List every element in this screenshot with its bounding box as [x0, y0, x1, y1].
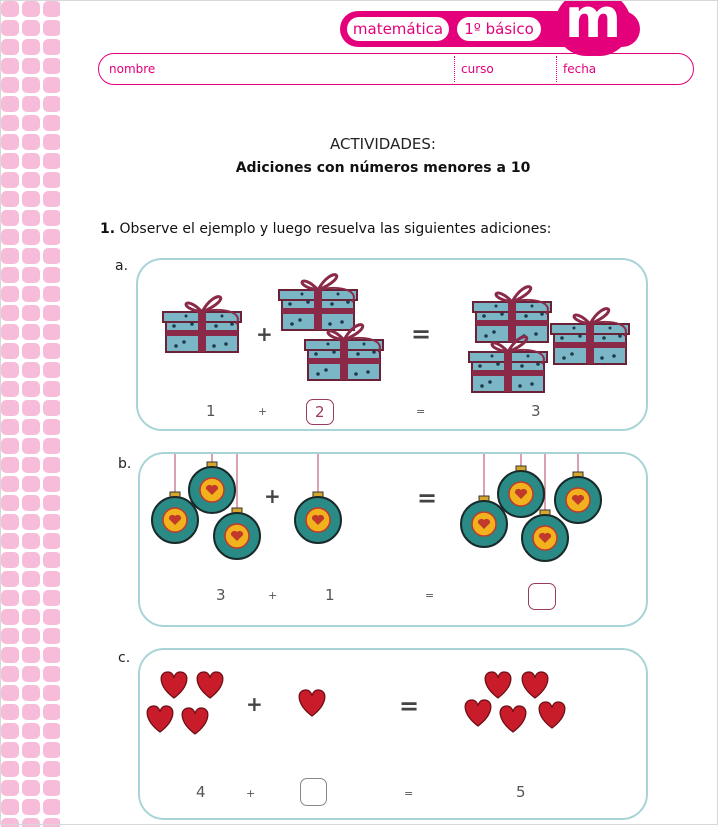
plus-small: + — [246, 787, 256, 800]
hearts-illustration — [140, 650, 646, 818]
equals-sign: = — [399, 692, 420, 720]
page-subtitle: Adiciones con números menores a 10 — [235, 160, 531, 176]
heart-icon — [539, 702, 565, 728]
equals-sign: = — [411, 320, 432, 348]
divider — [454, 56, 455, 82]
left-count: 3 — [216, 586, 226, 604]
result-count: 3 — [531, 402, 541, 420]
left-count: 1 — [206, 402, 216, 420]
result-count: 5 — [516, 783, 526, 801]
decorative-border — [0, 0, 62, 827]
plus-sign: + — [256, 322, 273, 346]
heart-icon — [465, 700, 491, 726]
exercise-panel-c — [138, 648, 648, 820]
right-count: 1 — [325, 586, 335, 604]
heart-icon — [500, 706, 526, 732]
heart-icon — [147, 706, 173, 732]
exercise-panel-a — [136, 258, 648, 431]
plus-sign: + — [246, 692, 263, 716]
equals-small: = — [416, 405, 426, 418]
left-count: 4 — [196, 783, 206, 801]
gift-icon — [163, 297, 241, 352]
item-letter: a. — [115, 258, 129, 274]
gift-icon — [473, 287, 551, 342]
ornament-icon — [522, 510, 568, 561]
border-pattern-icon — [0, 0, 62, 827]
student-info-bar — [98, 53, 694, 85]
heart-icon — [197, 672, 223, 698]
plus-sign: + — [264, 484, 281, 508]
ornament-icon — [189, 462, 235, 513]
right-count: 2 — [315, 403, 325, 421]
equals-sign: = — [417, 484, 438, 512]
heart-icon — [522, 672, 548, 698]
gift-icon — [279, 275, 357, 330]
equals-small: = — [404, 787, 414, 800]
ornament-icon — [555, 472, 601, 523]
plus-small: + — [268, 589, 278, 602]
name-field-label: nombre — [109, 62, 156, 76]
gift-icon — [551, 309, 629, 364]
exercise-number: 1. — [100, 221, 116, 237]
answer-box[interactable] — [528, 583, 556, 610]
ornament-icon — [295, 492, 341, 543]
answer-box[interactable] — [306, 399, 334, 425]
ornament-icon — [214, 508, 260, 559]
heart-icon — [485, 672, 511, 698]
page-title: ACTIVIDADES: — [330, 135, 436, 153]
ornament-icon — [498, 466, 544, 517]
heart-icon — [161, 672, 187, 698]
exercise-panel-b — [138, 452, 648, 627]
item-letter: b. — [118, 456, 132, 472]
gift-icon — [305, 325, 383, 380]
logo-m: m — [555, 0, 631, 56]
item-letter: c. — [118, 650, 131, 666]
exercise-text: Observe el ejemplo y luego resuelva las siguientes adiciones: — [119, 221, 552, 237]
exercise-instruction — [100, 221, 551, 237]
plus-small: + — [258, 405, 268, 418]
grade-label: 1º básico — [457, 17, 541, 41]
course-field-label: curso — [461, 62, 494, 76]
heart-icon — [299, 690, 325, 716]
subject-label: matemática — [347, 17, 449, 41]
equals-small: = — [425, 589, 435, 602]
divider — [556, 56, 557, 82]
gift-icon — [469, 337, 547, 392]
date-field-label: fecha — [563, 62, 597, 76]
answer-box[interactable] — [300, 778, 327, 806]
heart-icon — [182, 708, 208, 734]
